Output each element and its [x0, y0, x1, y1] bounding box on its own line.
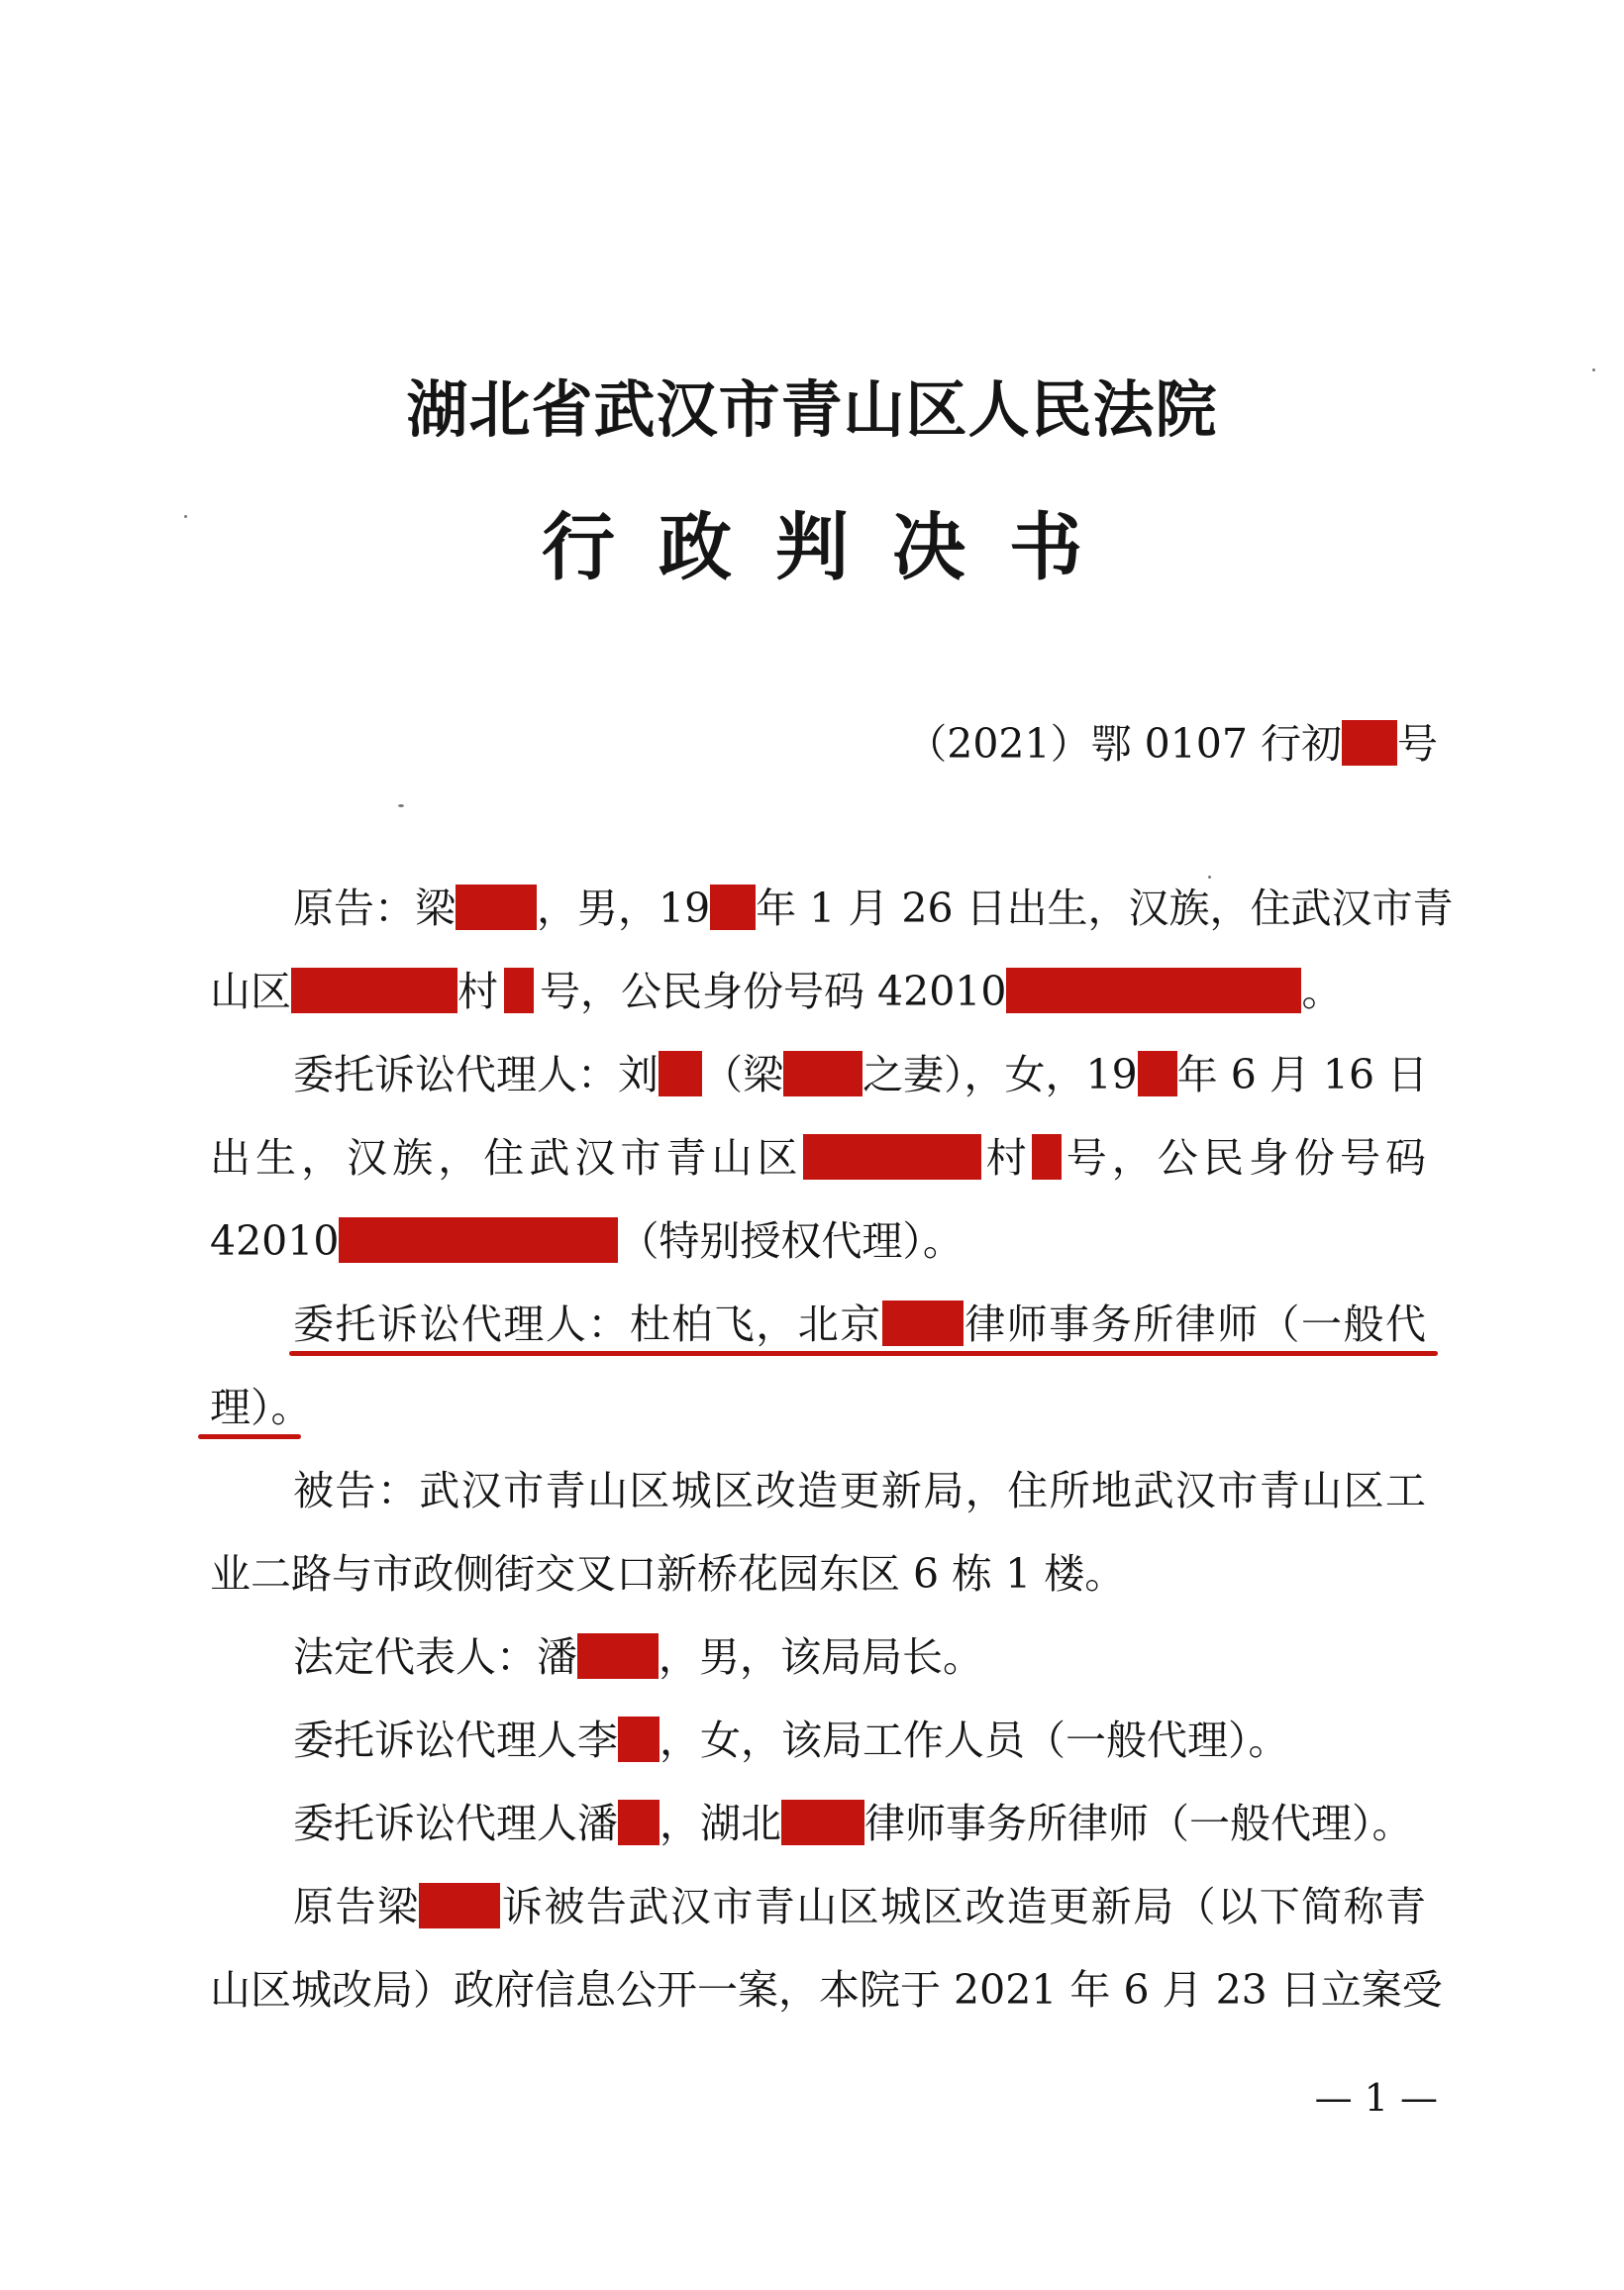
- agent-line-3: [210, 1216, 964, 1266]
- text-segment: 委托诉讼代理人李: [293, 1717, 618, 1764]
- redaction-block: [1032, 1134, 1062, 1180]
- agent-line-2: [210, 1133, 1426, 1183]
- redaction-block: [419, 1883, 500, 1928]
- redaction-block: [659, 1051, 702, 1096]
- case-number-suffix: 号: [1397, 720, 1438, 768]
- redaction-block: [1342, 720, 1397, 766]
- redaction-block: [291, 968, 457, 1013]
- text-segment: 法定代表人：潘: [293, 1633, 577, 1681]
- text-segment: 诉被告武汉市青山区城区改造更新局（以下简称青: [500, 1883, 1427, 1930]
- text-segment: （特别授权代理）。: [618, 1217, 964, 1265]
- agent-line-5: [210, 1383, 312, 1432]
- agent-line-4: [293, 1300, 1426, 1349]
- redaction-block: [577, 1633, 659, 1679]
- text-segment: 42010: [210, 1217, 340, 1265]
- redaction-block: [1138, 1051, 1177, 1096]
- page-number: — 1 —: [1314, 2076, 1438, 2120]
- redaction-block: [1006, 968, 1301, 1013]
- scan-speck: [1592, 368, 1595, 371]
- redaction-block: [618, 1717, 660, 1762]
- redaction-block: [783, 1051, 863, 1096]
- text-segment: 律师事务所律师（一般代: [963, 1301, 1426, 1348]
- text-segment: ，男，该局局长。: [659, 1633, 983, 1681]
- underline-annotation: [198, 1434, 301, 1439]
- redaction-block: [339, 1217, 618, 1263]
- text-segment: 号，公民身份号码 42010: [540, 968, 1007, 1015]
- scan-speck: [184, 515, 187, 518]
- case-number-prefix: （2021）鄂 0107 行初: [906, 720, 1342, 768]
- text-segment: 律师事务所律师（一般代理）。: [864, 1800, 1413, 1847]
- text-segment: 山区: [210, 968, 291, 1015]
- court-name: 湖北省武汉市青山区人民法院: [406, 373, 1218, 446]
- redaction-block: [710, 885, 756, 930]
- redaction-block: [781, 1800, 864, 1845]
- text-segment: 年 1 月 26 日出生，汉族，住武汉市青: [756, 885, 1454, 932]
- text-segment: 之妻），女，19: [863, 1051, 1138, 1098]
- text-segment: 原告梁: [293, 1883, 420, 1930]
- case-number: [906, 711, 1438, 770]
- redaction-block: [456, 885, 537, 930]
- redaction-block: [618, 1800, 660, 1845]
- text-segment: ，女，该局工作人员（一般代理）。: [660, 1717, 1289, 1764]
- text-segment: 村: [980, 1134, 1032, 1182]
- underline-annotation: [289, 1351, 1438, 1356]
- agent-line-1: [293, 1050, 1429, 1099]
- case-summary-line-2: 山区城改局）政府信息公开一案，本院于 2021 年 6 月 23 日立案受: [210, 1966, 1443, 2014]
- text-segment: ，男，19: [537, 885, 711, 932]
- text-segment: 年 6 月 16 日: [1176, 1051, 1429, 1098]
- text-segment: 。: [1301, 968, 1343, 1015]
- text-segment: 理）。: [210, 1384, 312, 1431]
- defendant-agent-line-2: [293, 1799, 1413, 1848]
- defendant-line-1: 被告：武汉市青山区城区改造更新局，住所地武汉市青山区工: [293, 1467, 1426, 1514]
- document-type-title: 行政判决书: [542, 505, 1126, 590]
- text-segment: 委托诉讼代理人：杜柏飞，北京: [293, 1301, 882, 1348]
- text-segment: 委托诉讼代理人潘: [293, 1800, 618, 1847]
- text-segment: ，湖北: [660, 1800, 781, 1847]
- text-segment: 村: [457, 968, 498, 1015]
- redaction-block: [882, 1301, 964, 1346]
- text-segment: 号，公民身份号码: [1061, 1134, 1427, 1182]
- defendant-agent-line-1: [293, 1716, 1289, 1765]
- text-segment: 原告：梁: [293, 885, 456, 932]
- plaintiff-line-1: [293, 884, 1454, 933]
- scan-speck: [398, 804, 404, 807]
- redaction-block: [803, 1134, 981, 1180]
- legal-rep-line: [293, 1632, 983, 1682]
- scan-speck: [1208, 876, 1211, 879]
- text-segment: （梁: [702, 1051, 783, 1098]
- case-summary-line-1: [293, 1882, 1426, 1931]
- defendant-line-2: 业二路与市政侧街交叉口新桥花园东区 6 栋 1 楼。: [210, 1550, 1126, 1598]
- text-segment: 委托诉讼代理人：刘: [293, 1051, 659, 1098]
- text-segment: 出生，汉族，住武汉市青山区: [210, 1134, 803, 1182]
- plaintiff-line-2: [210, 967, 1342, 1016]
- redaction-block: [504, 968, 534, 1013]
